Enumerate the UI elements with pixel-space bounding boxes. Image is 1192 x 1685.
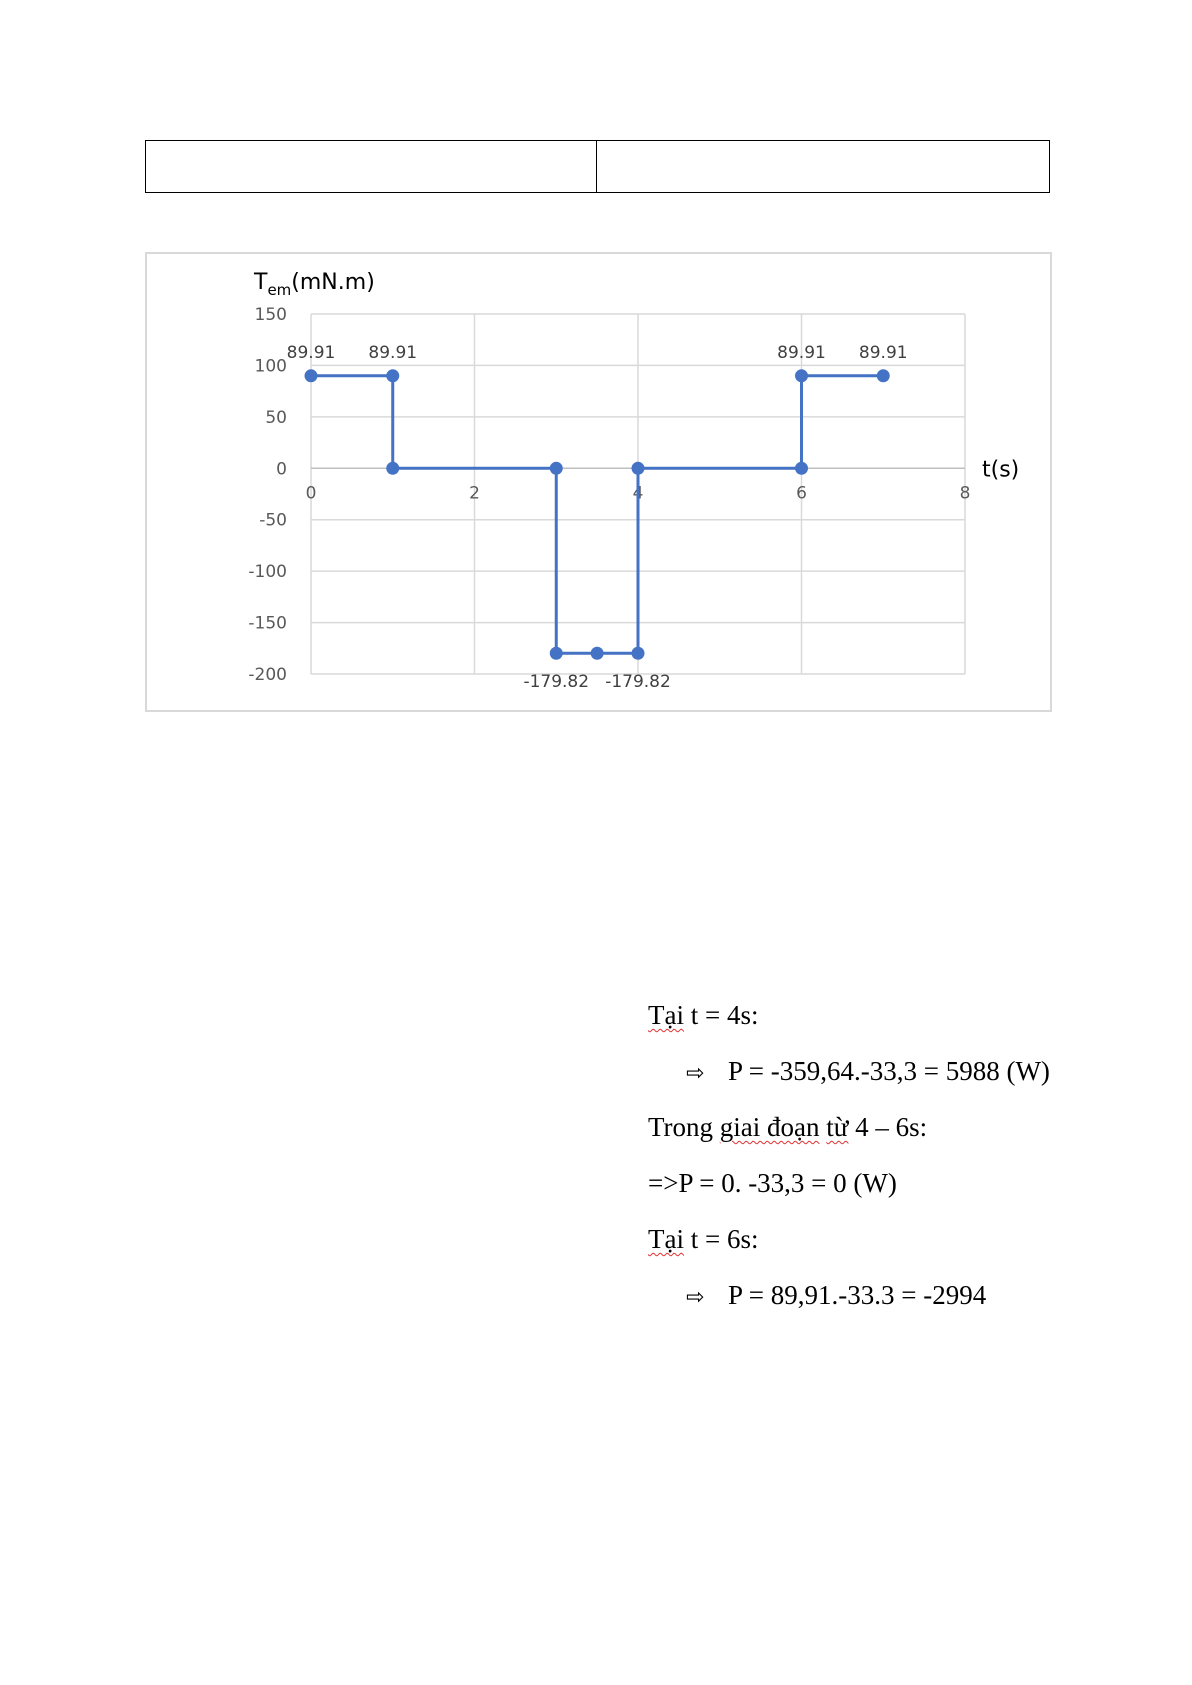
x-tick-label: 2	[469, 483, 480, 504]
x-tick-label: 6	[796, 483, 807, 504]
data-point	[877, 369, 890, 382]
data-point	[795, 369, 808, 382]
data-point	[386, 369, 399, 382]
data-label: 89.91	[286, 342, 336, 363]
y-tick-label: -50	[259, 510, 287, 531]
torque-chart	[145, 252, 1052, 712]
data-point	[550, 462, 563, 475]
data-point	[632, 462, 645, 475]
note-line-1	[648, 1000, 758, 1031]
y-tick-label: 100	[254, 356, 287, 377]
x-tick-label: 0	[305, 483, 317, 504]
note-5-rest: t = 6s:	[683, 1224, 759, 1254]
note-5-word: Tại	[648, 1224, 684, 1254]
note-3-word-1: giai đoạn	[719, 1112, 820, 1142]
data-label: 89.91	[368, 342, 418, 363]
note-3-word-2: từ	[826, 1112, 849, 1142]
note-3-c: 4 – 6s:	[848, 1112, 928, 1142]
x-tick-label: 8	[959, 483, 971, 504]
note-2-text: P = -359,64.-33,3 = 5988 (W)	[728, 1056, 1050, 1086]
y-tick-label: -150	[248, 613, 287, 634]
arrow-icon: ⇨	[686, 1285, 705, 1310]
y-tick-label: 0	[276, 459, 287, 480]
header-table-cell-left	[146, 141, 597, 193]
data-point	[591, 647, 604, 660]
y-tick-label: 150	[254, 305, 287, 325]
x-tick-label: 4	[632, 483, 644, 504]
header-table-cell-right	[597, 141, 1050, 193]
data-point	[632, 647, 645, 660]
note-1-rest: t = 4s:	[683, 1000, 759, 1030]
note-1-word: Tại	[648, 1000, 684, 1030]
note-line-4: =>P = 0. -33,3 = 0 (W)	[648, 1168, 897, 1198]
x-axis-title: t(s)	[982, 457, 1020, 483]
data-point	[386, 462, 399, 475]
note-line-6	[686, 1280, 986, 1311]
data-point	[550, 647, 563, 660]
arrow-icon: ⇨	[686, 1061, 705, 1086]
note-line-3	[648, 1112, 927, 1143]
data-label: -179.82	[605, 672, 671, 693]
header-table	[145, 140, 1050, 193]
note-line-5	[648, 1224, 758, 1255]
y-tick-label: -100	[248, 562, 287, 583]
chart-svg	[147, 254, 1054, 714]
y-tick-label: -200	[248, 665, 287, 685]
data-label: 89.91	[858, 342, 908, 363]
note-line-2	[686, 1056, 1050, 1087]
data-point	[305, 369, 318, 382]
note-6-text: P = 89,91.-33.3 = -2994	[728, 1280, 987, 1310]
data-point	[795, 462, 808, 475]
data-label: -179.82	[523, 672, 590, 693]
note-3-a: Trong	[648, 1112, 720, 1142]
y-axis-title: $T_{em}(mN.m)$	[254, 270, 375, 299]
y-tick-label: 50	[265, 407, 287, 428]
data-label: 89.91	[777, 342, 826, 363]
